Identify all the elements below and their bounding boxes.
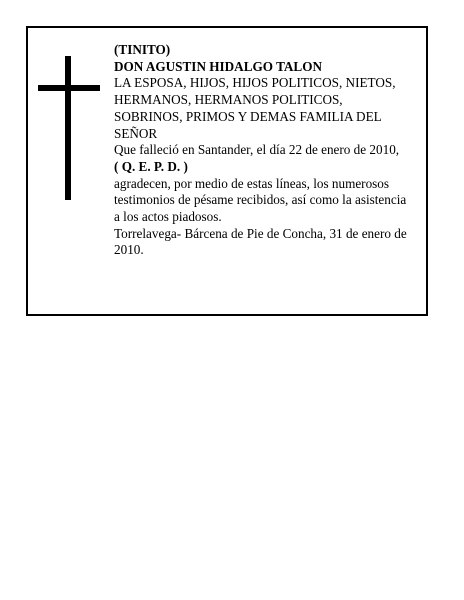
thanks-line: agradecen, por medio de estas líneas, los numerosos <box>114 175 390 191</box>
obituary-notice <box>26 26 428 316</box>
family-line: LA ESPOSA, HIJOS, HIJOS POLITICOS, NIETOS, <box>114 75 396 91</box>
rip-text: ( Q. E. P. D. ) <box>114 158 188 174</box>
place-date-line: 2010. <box>114 242 144 258</box>
cross-vertical-bar <box>65 56 71 200</box>
family-line: SEÑOR <box>114 125 158 141</box>
cross-icon <box>38 56 100 200</box>
cross-horizontal-bar <box>38 85 100 91</box>
family-line: HERMANOS, HERMANOS POLITICOS, <box>114 92 343 108</box>
notice-text <box>114 42 424 259</box>
thanks-line: testimonios de pésame recibidos, así como la asistencia <box>114 192 407 208</box>
death-announcement: Que falleció en Santander, el día 22 de enero de 2010, <box>114 142 400 158</box>
family-line: SOBRINOS, PRIMOS Y DEMAS FAMILIA DEL <box>114 108 382 124</box>
deceased-name: DON AGUSTIN HIDALGO TALON <box>114 58 322 74</box>
deceased-nickname: (TINITO) <box>114 42 171 57</box>
place-date-line: Torrelavega- Bárcena de Pie de Concha, 31 de enero de <box>114 225 407 241</box>
thanks-line: a los actos piadosos. <box>114 209 222 225</box>
